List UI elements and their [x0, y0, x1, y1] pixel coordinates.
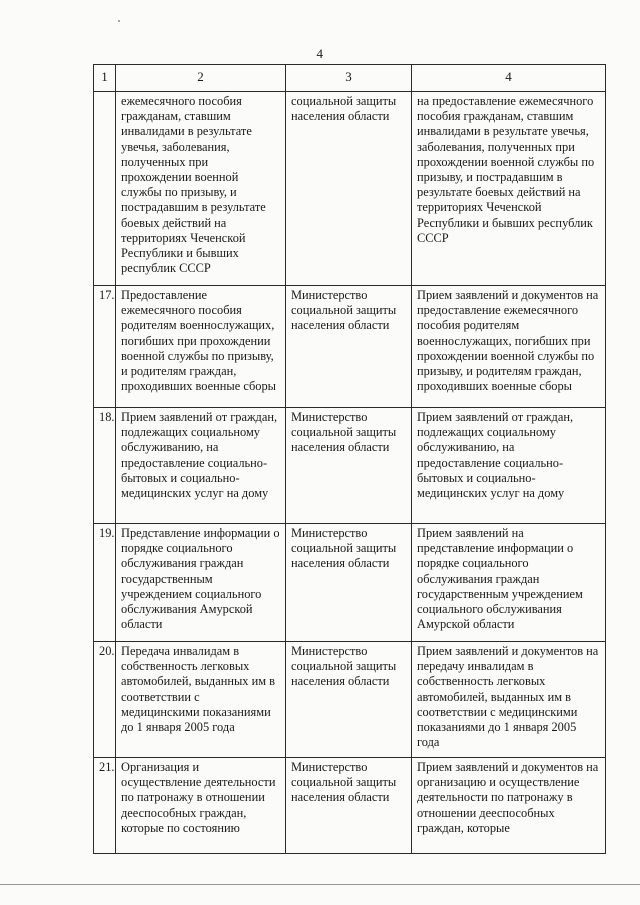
column-header-4: 4 [412, 65, 606, 92]
column-header-3: 3 [286, 65, 412, 92]
action-cell: Прием заявлений и документов на предоставление ежемесячного пособия родителям военнослужащих, погибших при прохождении военной службы по призыву, и родителям граждан, проходивших военные сборы [412, 286, 606, 408]
row-number: 18. [94, 408, 116, 524]
authority-cell: социальной защиты населения области [286, 92, 412, 286]
row-number: 17. [94, 286, 116, 408]
service-name-cell: Передача инвалидам в собственность легковых автомобилей, выданных им в соответствии с медицинскими показаниями до 1 января 2005 года [116, 642, 286, 758]
authority-cell: Министерство социальной защиты населения области [286, 642, 412, 758]
action-cell: Прием заявлений и документов на организацию и осуществление деятельности по патронажу в отношении дееспособных граждан, которые [412, 758, 606, 854]
authority-cell: Министерство социальной защиты населения области [286, 408, 412, 524]
row-number: 21. [94, 758, 116, 854]
column-header-2: 2 [116, 65, 286, 92]
service-name-cell: Предоставление ежемесячного пособия родителям военнослужащих, погибших при прохождении военной службы по призыву, и родителям граждан, проходивших военные сборы [116, 286, 286, 408]
table-row [94, 408, 606, 524]
table-row [94, 524, 606, 642]
action-cell: Прием заявлений на представление информации о порядке социального обслуживания граждан государственным учреждением социального обслуживания Амурской области [412, 524, 606, 642]
service-name-cell: ежемесячного пособия гражданам, ставшим инвалидами в результате увечья, заболевания, полученных при прохождении военной службы по призыву, и пострадавшим в результате боевых действий на территориях Чеченской Республики и бывших республик СССР [116, 92, 286, 286]
service-name-cell: Организация и осуществление деятельности по патронажу в отношении дееспособных граждан, которые по состоянию [116, 758, 286, 854]
row-number [94, 92, 116, 286]
table-row [94, 642, 606, 758]
table-header-row [94, 65, 606, 92]
action-cell: Прием заявлений и документов на передачу инвалидам в собственность легковых автомобилей, выданных им в соответствии с медицинскими показаниями до 1 января 2005 года [412, 642, 606, 758]
row-number: 20. [94, 642, 116, 758]
scan-artifact [118, 20, 120, 22]
action-cell: на предоставление ежемесячного пособия гражданам, ставшим инвалидами в результате увечья, заболевания, полученных при прохождении военной службы по призыву, и пострадавшим в результате боевых действий на территориях Чеченской Республики и бывших республик СССР [412, 92, 606, 286]
action-cell: Прием заявлений от граждан, подлежащих социальному обслуживанию, на предоставление социально-бытовых и социально-медицинских услуг на дому [412, 408, 606, 524]
table-row [94, 758, 606, 854]
table-row [94, 286, 606, 408]
scan-edge-line [0, 884, 640, 885]
authority-cell: Министерство социальной защиты населения области [286, 758, 412, 854]
row-number: 19. [94, 524, 116, 642]
table-row [94, 92, 606, 286]
services-table [93, 64, 606, 854]
service-name-cell: Представление информации о порядке социального обслуживания граждан государственным учреждением социального обслуживания Амурской области [116, 524, 286, 642]
authority-cell: Министерство социальной защиты населения области [286, 524, 412, 642]
service-name-cell: Прием заявлений от граждан, подлежащих социальному обслуживанию, на предоставление социально-бытовых и социально-медицинских услуг на дому [116, 408, 286, 524]
column-header-1: 1 [94, 65, 116, 92]
authority-cell: Министерство социальной защиты населения области [286, 286, 412, 408]
page-number: 4 [316, 46, 324, 61]
